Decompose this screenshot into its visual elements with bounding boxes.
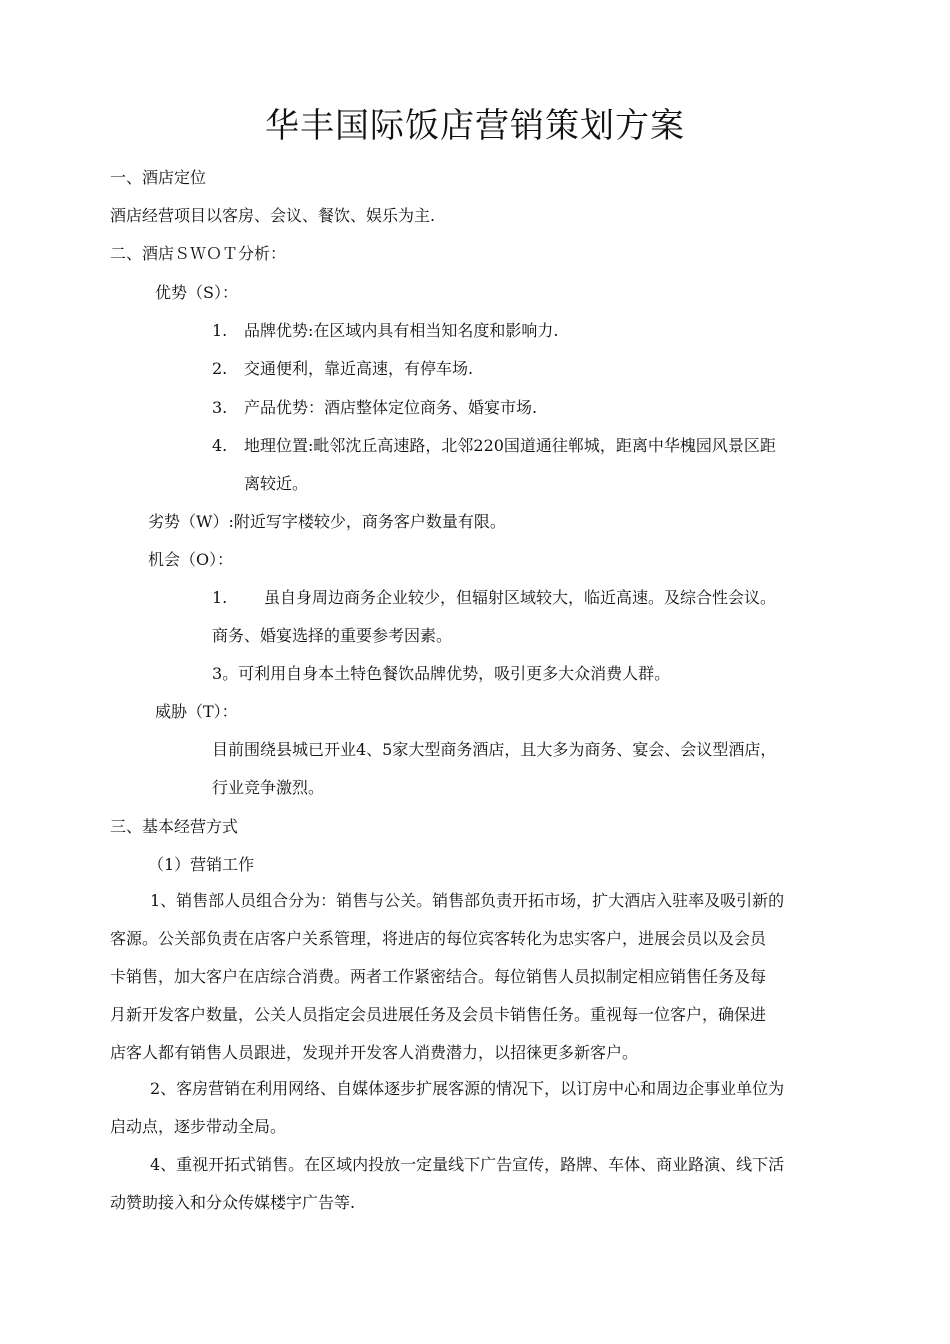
opportunity-number: 1. (212, 588, 228, 607)
strength-number: 4. (212, 436, 228, 455)
paragraph-line: 客源。公关部负责在店客户关系管理，将进店的每位宾客转化为忠实客户，进展会员以及会员 (110, 929, 767, 948)
strength-item-continuation: 离较近。 (244, 474, 309, 493)
paragraph-line: 启动点，逐步带动全局。 (110, 1117, 287, 1136)
section-2-heading: 二、酒店ＳＷＯＴ分析： (110, 244, 287, 263)
section-1-heading: 一、酒店定位 (110, 168, 207, 187)
section-3-subheading: （1）营销工作 (148, 855, 255, 874)
strength-number: 3. (212, 398, 228, 417)
opportunity-item: 虽自身周边商务企业较少，但辐射区域较大，临近高速。及综合性会议。 (264, 588, 777, 607)
paragraph-line: 2、客房营销在利用网络、自媒体逐步扩展客源的情况下，以订房中心和周边企事业单位为 (150, 1079, 785, 1098)
paragraph-line: 卡销售，加大客户在店综合消费。两者工作紧密结合。每位销售人员拟制定相应销售任务及每 (110, 967, 767, 986)
opportunity-heading: 机会（O）： (148, 550, 234, 569)
strengths-heading: 优势（S）： (155, 283, 238, 302)
strength-item: 产品优势：酒店整体定位商务、婚宴市场. (244, 398, 538, 417)
threat-heading: 威胁（T）： (155, 702, 238, 721)
strength-item: 交通便利，靠近高速，有停车场. (244, 359, 474, 378)
paragraph-line: 4、重视开拓式销售。在区域内投放一定量线下广告宣传，路牌、车体、商业路演、线下活 (150, 1155, 785, 1174)
threat-line: 目前围绕县城已开业4、5家大型商务酒店，且大多为商务、宴会、会议型酒店， (212, 740, 777, 759)
threat-line: 行业竞争激烈。 (212, 778, 325, 797)
paragraph-line: 月新开发客户数量，公关人员指定会员进展任务及会员卡销售任务。重视每一位客户，确保进 (110, 1005, 767, 1024)
opportunity-item-continuation: 商务、婚宴选择的重要参考因素。 (212, 626, 453, 645)
opportunity-item-3: 3。可利用自身本土特色餐饮品牌优势，吸引更多大众消费人群。 (212, 664, 671, 683)
strength-number: 1. (212, 321, 228, 340)
section-3-heading: 三、基本经营方式 (110, 817, 239, 836)
weakness-line: 劣势（W）:附近写字楼较少，商务客户数量有限。 (148, 512, 506, 531)
strength-number: 2. (212, 359, 228, 378)
document-title: 华丰国际饭店营销策划方案 (265, 106, 685, 146)
paragraph-line: 店客人都有销售人员跟进，发现并开发客人消费潜力，以招徕更多新客户。 (110, 1043, 639, 1062)
section-1-body: 酒店经营项目以客房、会议、餐饮、娱乐为主. (110, 206, 436, 225)
strength-item: 品牌优势:在区域内具有相当知名度和影响力. (244, 321, 559, 340)
strength-item: 地理位置:毗邻沈丘高速路，北邻220国道通往郸城，距离中华槐园风景区距 (244, 436, 776, 455)
paragraph-line: 动赞助接入和分众传媒楼宇广告等. (110, 1193, 356, 1212)
paragraph-line: 1、销售部人员组合分为：销售与公关。销售部负责开拓市场，扩大酒店入驻率及吸引新的 (150, 891, 785, 910)
